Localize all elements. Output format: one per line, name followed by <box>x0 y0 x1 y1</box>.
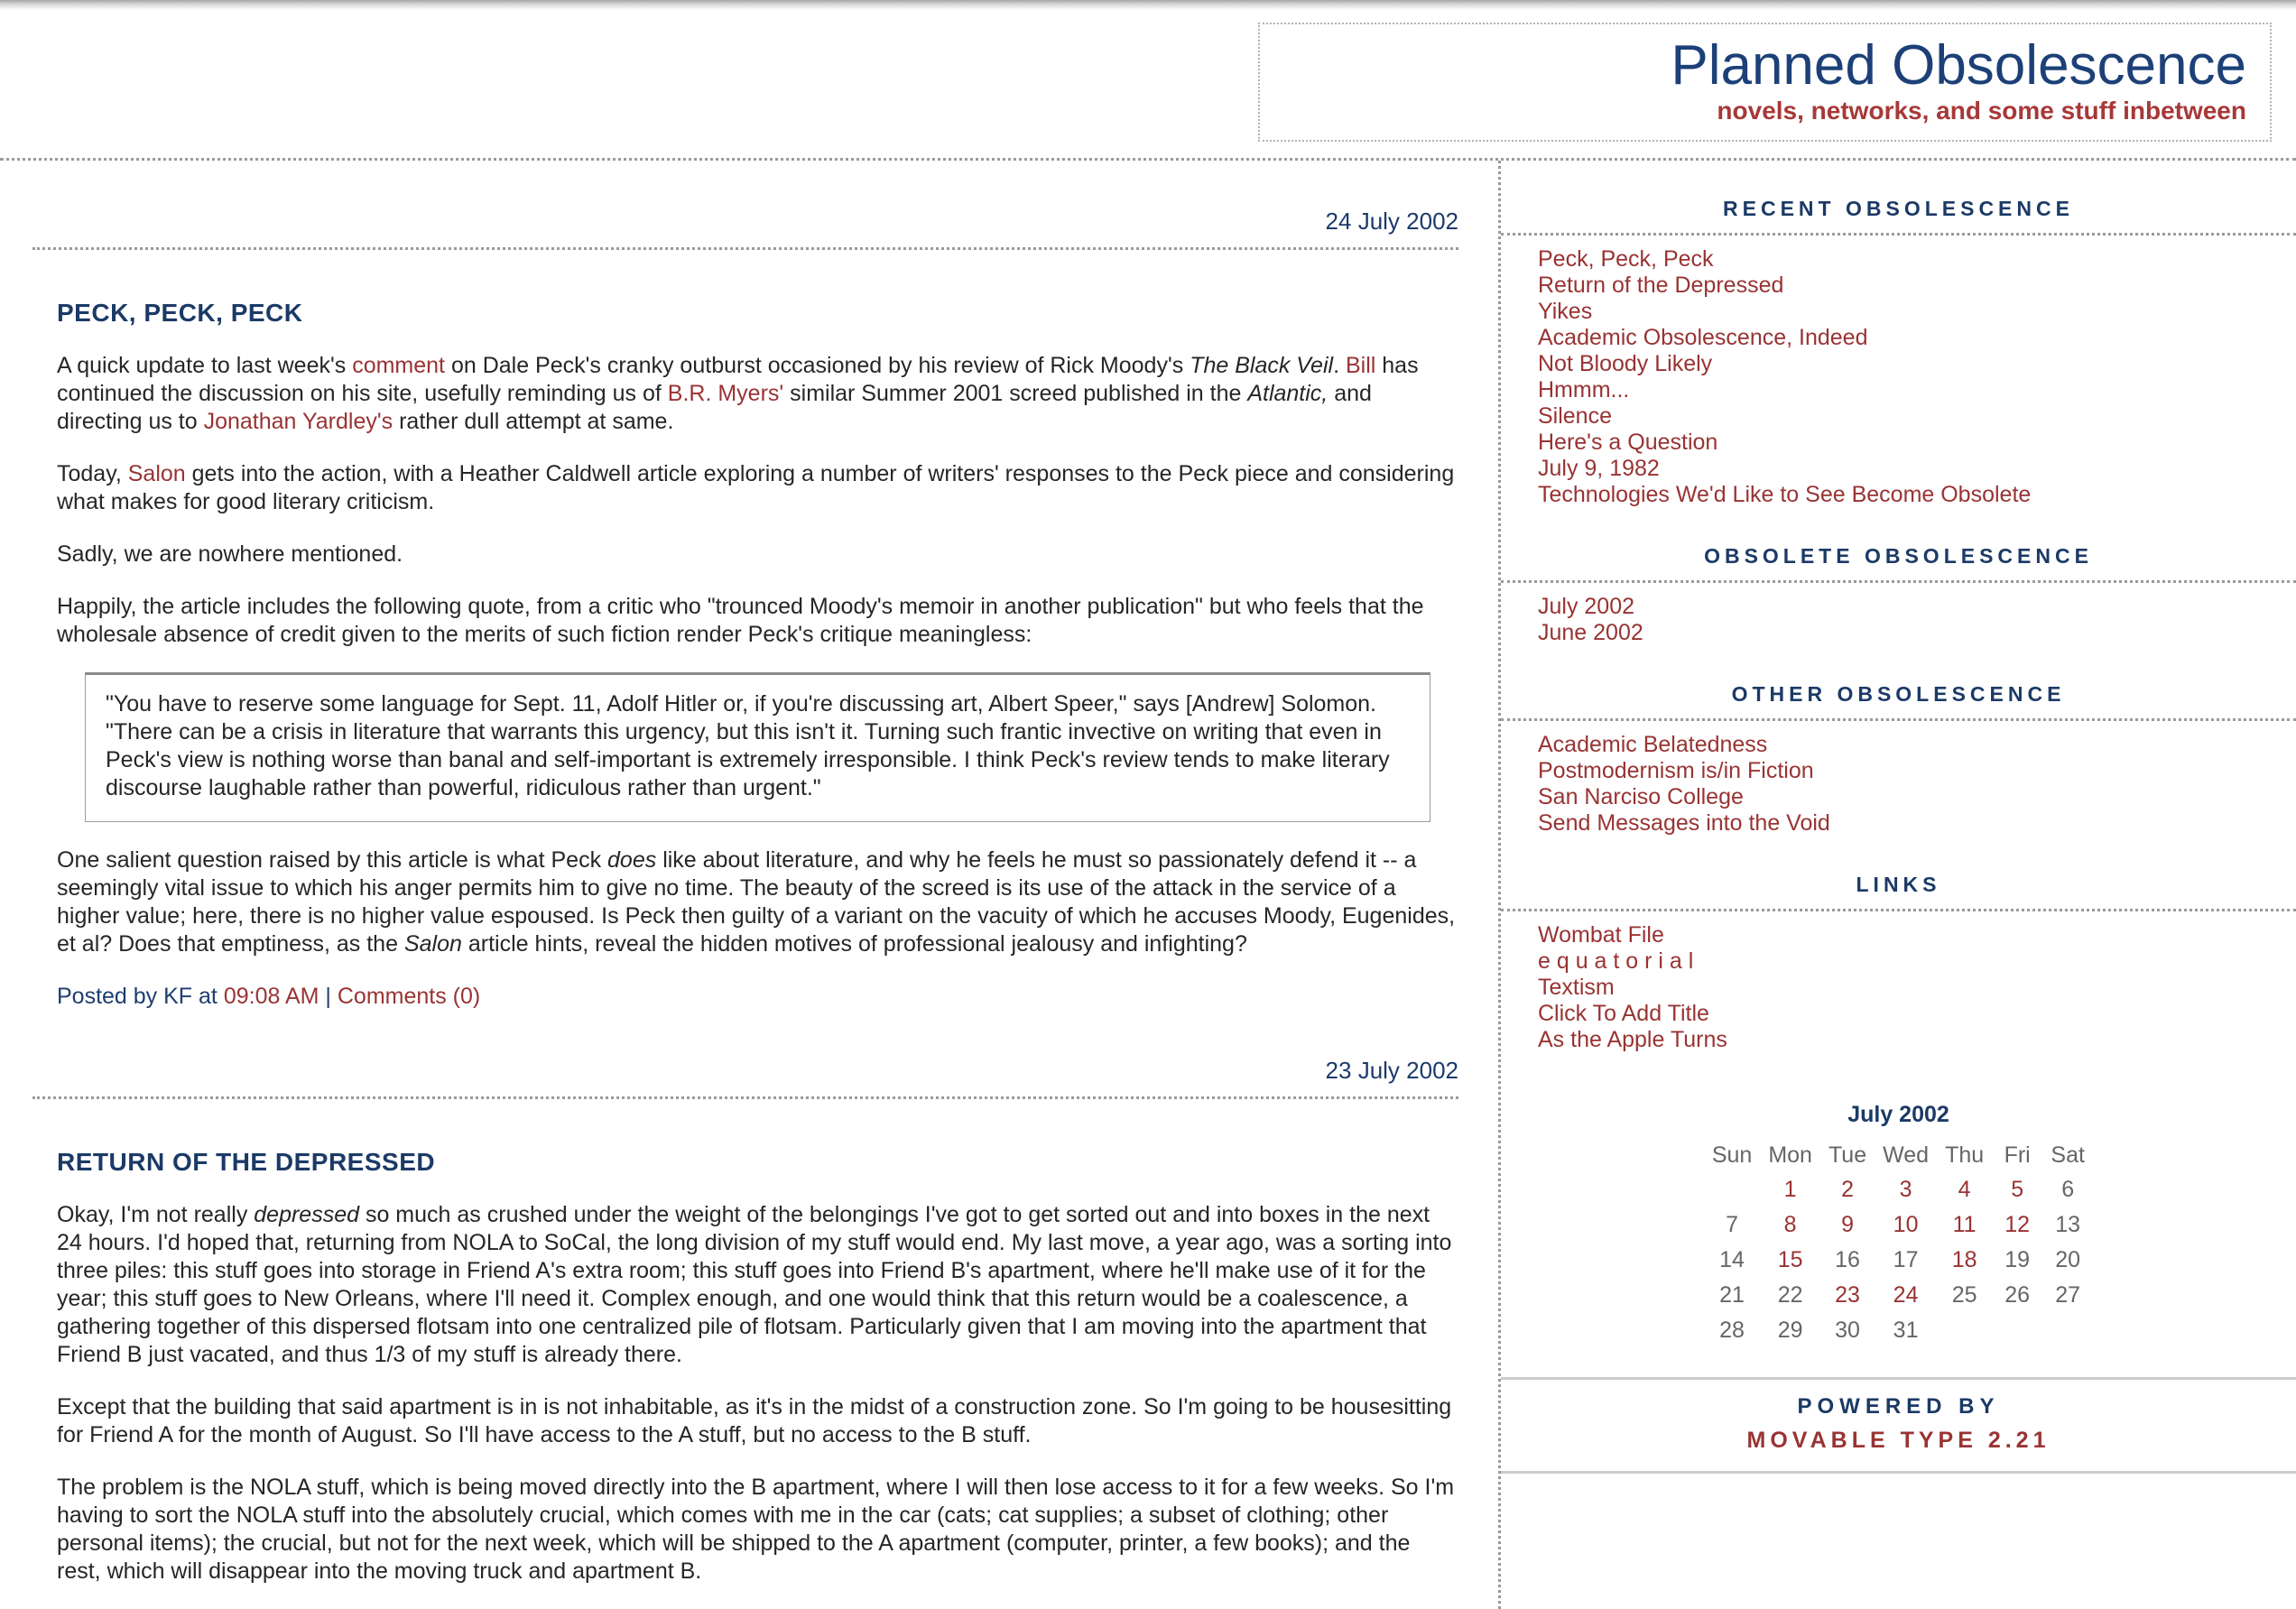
calendar-day-header: Thu <box>1945 1142 1985 1168</box>
post-paragraph <box>57 460 1458 516</box>
comments-link[interactable]: Comments (0) <box>337 984 481 1009</box>
sidebar-link[interactable]: June 2002 <box>1538 620 1643 645</box>
text-run: like about literature, and why he feels he must so passionately defend it -- a seemingly vital issue to which his anger permits him to give no time. The beauty of the screed is its use of the attack in the service of a higher value; here, there is no higher value espoused. Is Peck then guilty of a variant on the vacuity of which he accuses Moody, Eugenides, et al? Does that emptiness, as the <box>57 847 1456 957</box>
calendar-day <box>1875 1207 1937 1243</box>
text-run: gets into the action, with a Heather Caldwell article exploring a number of writers' responses to the Peck piece and considering what makes for good literary criticism. <box>57 461 1455 514</box>
calendar-day <box>1760 1243 1820 1278</box>
calendar-day: 28 <box>1719 1318 1745 1343</box>
sidebar-link[interactable]: Silence <box>1538 403 1612 429</box>
sidebar-link[interactable]: Textism <box>1538 975 1615 1000</box>
text-run: rather dull attempt at same. <box>393 409 674 434</box>
calendar-day: 22 <box>1777 1282 1803 1308</box>
calendar-day: 27 <box>2055 1282 2081 1308</box>
calendar-day <box>1875 1278 1937 1313</box>
text-run: The problem is the NOLA stuff, which is being moved directly into the B apartment, where I will then lose access to it for a few weeks. So I'm having to sort the NOLA stuff into the absolutely crucial, which comes with me in the car (cats; cat supplies; a subset of clothing; other personal items); the crucial, but not for the next week, which will be shipped to the A apartment (computer, printer, a few books); and the rest, which will disappear into the moving truck and apartment B. <box>57 1475 1455 1584</box>
calendar-day <box>1937 1243 1992 1278</box>
post <box>32 299 1458 1010</box>
sidebar-link[interactable]: Send Messages into the Void <box>1538 810 1830 836</box>
calendar-week-row <box>1704 1207 2093 1243</box>
text-run: Today, <box>57 461 128 486</box>
sidebar-link[interactable]: Wombat File <box>1538 922 1664 948</box>
calendar-day: 31 <box>1893 1318 1919 1343</box>
calendar-day-link[interactable]: 10 <box>1893 1212 1919 1237</box>
post-title: PECK, PECK, PECK <box>57 299 303 327</box>
inline-link[interactable]: comment <box>352 353 445 378</box>
sidebar-link[interactable]: Return of the Depressed <box>1538 273 1784 298</box>
calendar-title: July 2002 <box>1847 1102 1949 1127</box>
post-paragraph <box>57 541 1458 569</box>
post-paragraph <box>57 1393 1458 1449</box>
calendar-week-row <box>1704 1172 2093 1207</box>
sidebar-link[interactable]: Peck, Peck, Peck <box>1538 246 1714 272</box>
calendar-day-link[interactable]: 18 <box>1951 1247 1977 1272</box>
post <box>32 1148 1458 1586</box>
post-paragraph <box>57 1201 1458 1369</box>
calendar-day: 17 <box>1893 1247 1919 1272</box>
calendar-day-link[interactable]: 3 <box>1899 1177 1912 1202</box>
calendar-day <box>1820 1172 1875 1207</box>
movable-type-link[interactable]: MOVABLE TYPE 2.21 <box>1746 1428 2051 1453</box>
sidebar-link[interactable]: e q u a t o r i a l <box>1538 948 1694 974</box>
calendar-week-row <box>1704 1313 2093 1348</box>
text-run: article hints, reveal the hidden motives of professional jealousy and infighting? <box>461 931 1247 957</box>
sidebar-link[interactable]: July 2002 <box>1538 594 1635 619</box>
site-title-box <box>1258 23 2272 142</box>
calendar-day-link[interactable]: 9 <box>1841 1212 1854 1237</box>
calendar-day-header-row <box>1704 1139 2093 1172</box>
calendar-day: 21 <box>1719 1282 1745 1308</box>
italic-text: does <box>607 847 657 873</box>
text-run: and directing us to <box>57 381 1372 434</box>
sidebar-link[interactable]: As the Apple Turns <box>1538 1027 1727 1052</box>
calendar-day-header: Mon <box>1768 1142 1812 1168</box>
text-run: Except that the building that said apartment is in is not inhabitable, as it's in the midst of a construction zone. So I'm going to be housesitting for Friend A for the month of August. So I'll have access to the A stuff, but no access to the B stuff. <box>57 1394 1452 1447</box>
calendar-day-header: Fri <box>2004 1142 2031 1168</box>
calendar-day-header: Wed <box>1883 1142 1930 1168</box>
calendar-day <box>1992 1172 2042 1207</box>
calendar-day-link[interactable]: 15 <box>1777 1247 1803 1272</box>
calendar-day: 25 <box>1951 1282 1977 1308</box>
calendar-day-link[interactable]: 23 <box>1835 1282 1860 1308</box>
sidebar-link[interactable]: July 9, 1982 <box>1538 456 1660 481</box>
italic-text: The Black Veil <box>1190 353 1334 378</box>
footer-separator: | <box>319 984 338 1009</box>
inline-link[interactable]: Salon <box>127 461 186 486</box>
sidebar-link-list <box>1501 911 2296 1053</box>
sidebar-link[interactable]: Technologies We'd Like to See Become Obsolete <box>1538 482 2032 507</box>
site-subtitle: novels, networks, and some stuff inbetween <box>1717 97 2246 125</box>
sidebar-link-list <box>1501 236 2296 508</box>
calendar-day-link[interactable]: 8 <box>1783 1212 1797 1237</box>
post-date: 24 July 2002 <box>32 208 1458 250</box>
text-run: Okay, I'm not really <box>57 1202 255 1227</box>
calendar-day: 26 <box>2004 1282 2031 1308</box>
calendar-day: 7 <box>1726 1212 1739 1237</box>
calendar-day: 14 <box>1719 1247 1745 1272</box>
text-run: Sadly, we are nowhere mentioned. <box>57 541 403 567</box>
top-shadow <box>0 0 2296 10</box>
calendar-day-link[interactable]: 12 <box>2004 1212 2031 1237</box>
calendar-day <box>1820 1278 1875 1313</box>
sidebar-heading: RECENT OBSOLESCENCE <box>1501 197 2296 236</box>
powered-by-box <box>1501 1377 2296 1474</box>
calendar-empty-cell <box>2042 1313 2093 1348</box>
italic-text: Salon <box>403 931 462 957</box>
post-paragraph <box>57 1474 1458 1586</box>
calendar-day-link[interactable]: 5 <box>2011 1177 2024 1202</box>
calendar-empty-cell <box>1937 1313 1992 1348</box>
text-run: similar Summer 2001 screed published in the <box>783 381 1248 406</box>
sidebar <box>1498 161 2296 1609</box>
calendar-day: 30 <box>1835 1318 1860 1343</box>
calendar-day: 19 <box>2004 1247 2031 1272</box>
calendar-empty-cell <box>1992 1313 2042 1348</box>
italic-text: Atlantic, <box>1247 381 1329 406</box>
calendar-day-link[interactable]: 2 <box>1841 1177 1854 1202</box>
calendar-day <box>1937 1207 1992 1243</box>
sidebar-heading: LINKS <box>1501 873 2296 911</box>
sidebar-link[interactable]: Academic Obsolescence, Indeed <box>1538 325 1868 350</box>
text-run: on Dale Peck's cranky outburst occasioned by his review of Rick Moody's <box>445 353 1190 378</box>
sidebar-heading: OTHER OBSOLESCENCE <box>1501 682 2296 721</box>
posted-by-label: Posted by KF at <box>57 984 224 1009</box>
calendar-day: 13 <box>2055 1212 2081 1237</box>
sidebar-sections <box>1501 197 2296 1053</box>
sidebar-link-list <box>1501 583 2296 646</box>
calendar-day-link[interactable]: 24 <box>1893 1282 1919 1308</box>
text-run: A quick update to last week's <box>57 353 353 378</box>
calendar-day <box>1875 1172 1937 1207</box>
calendar-day: 29 <box>1777 1318 1803 1343</box>
calendar-table <box>1704 1139 2093 1348</box>
calendar-day: 6 <box>2061 1177 2075 1202</box>
blockquote: "You have to reserve some language for Sept. 11, Adolf Hitler or, if you're discussing art, Albert Speer," says [Andrew] Solomon. "There can be a crisis in literature that warrants this urgency, but this isn't it. Turning such frantic invective on writing that even in Peck's view is nothing worse than banal and self-important is extremely irresponsible. I think Peck's review tends to make literary discourse laughable rather than powerful, ridiculous rather than urgent." <box>85 672 1430 822</box>
main-column <box>0 161 1498 1609</box>
calendar-day-header: Tue <box>1828 1142 1867 1168</box>
calendar-day <box>1760 1207 1820 1243</box>
calendar-day <box>1820 1207 1875 1243</box>
post-footer <box>57 984 1458 1010</box>
post-date: 23 July 2002 <box>32 1057 1458 1099</box>
calendar-week-row <box>1704 1278 2093 1313</box>
calendar-day: 20 <box>2055 1247 2081 1272</box>
italic-text: depressed <box>254 1202 360 1227</box>
post-paragraph <box>57 593 1458 649</box>
post-paragraph <box>57 352 1458 436</box>
sidebar-link[interactable]: Postmodernism is/in Fiction <box>1538 758 1814 783</box>
sidebar-link[interactable]: Hmmm... <box>1538 377 1630 402</box>
calendar-week-row <box>1704 1243 2093 1278</box>
post-time-link[interactable]: 09:08 AM <box>223 984 319 1009</box>
calendar-day-link[interactable]: 11 <box>1952 1212 1977 1237</box>
sidebar-link[interactable]: Click To Add Title <box>1538 1001 1709 1026</box>
sidebar-link[interactable]: San Narciso College <box>1538 784 1744 809</box>
sidebar-heading: OBSOLETE OBSOLESCENCE <box>1501 544 2296 583</box>
calendar-day-header: Sat <box>2051 1142 2085 1168</box>
calendar-body <box>1704 1172 2093 1348</box>
inline-link[interactable]: Bill <box>1345 353 1376 378</box>
text-run: so much as crushed under the weight of the belongings I've got to get sorted out and into boxes in the next 24 hours. I'd hoped that, returning from NOLA to SoCal, the long division of my stuff would end. My last move, a year ago, was a sorting into three piles: this stuff goes into storage in Friend A's extra room; this stuff goes into Friend B's apartment, where he'll make use of it for the year; this stuff goes to New Orleans, where I'll need it. Complex enough, and one would think that this return would be a coalescence, a gathering together of this dispersed flotsam into one centralized pile of flotsam. Particularly given that I am moving into the apartment that Friend B just vacated, and thus 1/3 of my stuff is already there. <box>57 1202 1452 1367</box>
inline-link[interactable]: B.R. Myers' <box>667 381 784 406</box>
calendar-day: 16 <box>1835 1247 1860 1272</box>
post-title: RETURN OF THE DEPRESSED <box>57 1148 436 1176</box>
sidebar-link[interactable]: Academic Belatedness <box>1538 732 1768 757</box>
site-header <box>0 10 2296 142</box>
content <box>0 161 2296 1609</box>
calendar-day <box>1937 1172 1992 1207</box>
powered-by-label: POWERED BY <box>1797 1394 2000 1419</box>
inline-link[interactable]: Jonathan Yardley's <box>203 409 393 434</box>
text-run: One salient question raised by this article is what Peck <box>57 847 608 873</box>
sidebar-link[interactable]: Yikes <box>1538 299 1593 324</box>
calendar <box>1501 1102 2296 1348</box>
sidebar-link-list <box>1501 721 2296 837</box>
text-run: . <box>1333 353 1346 378</box>
sidebar-link[interactable]: Not Bloody Likely <box>1538 351 1713 376</box>
text-run: Happily, the article includes the following quote, from a critic who "trounced Moody's memoir in another publication" but who feels that the wholesale absence of credit given to the merits of such fiction render Peck's critique meaningless: <box>57 594 1424 647</box>
site-title-link[interactable]: Planned Obsolescence <box>1671 34 2246 97</box>
calendar-day <box>1760 1172 1820 1207</box>
text-run: has continued the discussion on his site, usefully reminding us of <box>57 353 1419 406</box>
calendar-empty-cell <box>1704 1172 1760 1207</box>
calendar-day-link[interactable]: 1 <box>1783 1177 1797 1202</box>
calendar-day <box>1992 1207 2042 1243</box>
calendar-day-link[interactable]: 4 <box>1958 1177 1971 1202</box>
post-paragraph <box>57 846 1458 958</box>
sidebar-link[interactable]: Here's a Question <box>1538 430 1718 455</box>
calendar-day-header: Sun <box>1711 1142 1753 1168</box>
